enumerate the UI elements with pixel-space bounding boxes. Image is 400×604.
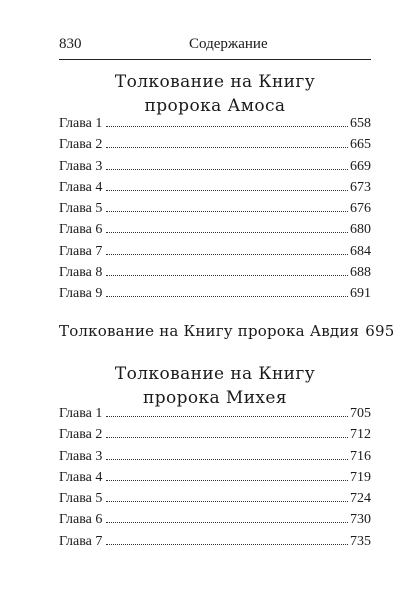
page-ref: 665 xyxy=(350,137,371,153)
page-ref: 695 xyxy=(365,322,395,340)
page-number: 830 xyxy=(59,36,82,52)
toc-entry[interactable] xyxy=(59,159,371,180)
toc-entry[interactable] xyxy=(59,491,371,512)
chapter-label: Глава 4 xyxy=(59,469,103,485)
page-ref: 680 xyxy=(350,222,371,238)
toc-entry[interactable] xyxy=(59,534,371,555)
toc-entry[interactable] xyxy=(59,449,371,470)
page-ref: 676 xyxy=(350,201,371,217)
page-ref: 658 xyxy=(350,116,371,131)
section-title-line: пророка Амоса xyxy=(144,96,286,116)
running-header xyxy=(59,36,371,56)
toc-entry[interactable] xyxy=(59,137,371,158)
chapter-label: Глава 3 xyxy=(59,158,103,174)
chapter-label: Глава 5 xyxy=(59,491,103,507)
toc-entry[interactable] xyxy=(59,244,371,265)
dot-leader xyxy=(106,437,348,438)
page-ref: 724 xyxy=(350,491,371,507)
dot-leader xyxy=(106,147,348,148)
toc-list-micah xyxy=(59,406,371,555)
toc-entry[interactable] xyxy=(59,286,371,307)
toc-entry[interactable] xyxy=(59,470,371,491)
section-title-micah xyxy=(59,362,371,410)
page-ref: 730 xyxy=(350,512,371,528)
section-title-line: Толкование на Книгу xyxy=(114,364,316,384)
toc-entry[interactable] xyxy=(59,116,371,137)
chapter-label: Глава 4 xyxy=(59,179,103,195)
toc-entry[interactable] xyxy=(59,427,371,448)
page-ref: 735 xyxy=(350,533,371,549)
chapter-label: Глава 6 xyxy=(59,512,103,528)
page-ref: 684 xyxy=(350,243,371,259)
page-ref: 719 xyxy=(350,469,371,485)
chapter-label: Глава 3 xyxy=(59,448,103,464)
dot-leader xyxy=(106,190,348,191)
toc-entry[interactable] xyxy=(59,265,371,286)
chapter-label: Глава 7 xyxy=(59,243,103,259)
dot-leader xyxy=(106,296,348,297)
section-title-line: пророка Михея xyxy=(142,388,288,408)
toc-list-amos xyxy=(59,116,371,308)
chapter-label: Глава 5 xyxy=(59,201,103,217)
dot-leader xyxy=(106,416,348,417)
dot-leader xyxy=(106,459,348,460)
dot-leader xyxy=(106,211,348,212)
toc-entry[interactable] xyxy=(59,180,371,201)
page-ref: 688 xyxy=(350,265,371,281)
chapter-label: Глава 1 xyxy=(59,116,103,131)
page-ref: 673 xyxy=(350,179,371,195)
page-ref: 705 xyxy=(350,406,371,421)
toc-entry[interactable] xyxy=(59,222,371,243)
running-title: Содержание xyxy=(189,36,268,52)
entry-label: Толкование на Книгу пророка Авдия xyxy=(59,322,360,340)
dot-leader xyxy=(106,126,348,127)
chapter-label: Глава 2 xyxy=(59,427,103,443)
chapter-label: Глава 2 xyxy=(59,137,103,153)
chapter-label: Глава 6 xyxy=(59,222,103,238)
dot-leader xyxy=(106,501,348,502)
chapter-label: Глава 9 xyxy=(59,286,103,302)
dot-leader xyxy=(106,254,348,255)
page-ref: 712 xyxy=(350,427,371,443)
dot-leader xyxy=(106,232,348,233)
chapter-label: Глава 8 xyxy=(59,265,103,281)
dot-leader xyxy=(106,275,348,276)
toc-entry[interactable] xyxy=(59,406,371,427)
dot-leader xyxy=(106,480,348,481)
page-ref: 669 xyxy=(350,158,371,174)
section-title-amos xyxy=(59,70,371,118)
toc-entry[interactable] xyxy=(59,201,371,222)
toc-entry-obadiah[interactable] xyxy=(59,322,395,340)
page-ref: 716 xyxy=(350,448,371,464)
page-ref: 691 xyxy=(350,286,371,302)
dot-leader xyxy=(106,544,348,545)
toc-entry[interactable] xyxy=(59,512,371,533)
chapter-label: Глава 7 xyxy=(59,533,103,549)
dot-leader xyxy=(106,522,348,523)
section-title-line: Толкование на Книгу xyxy=(114,72,316,92)
dot-leader xyxy=(106,169,348,170)
header-rule xyxy=(59,59,371,60)
chapter-label: Глава 1 xyxy=(59,406,103,421)
